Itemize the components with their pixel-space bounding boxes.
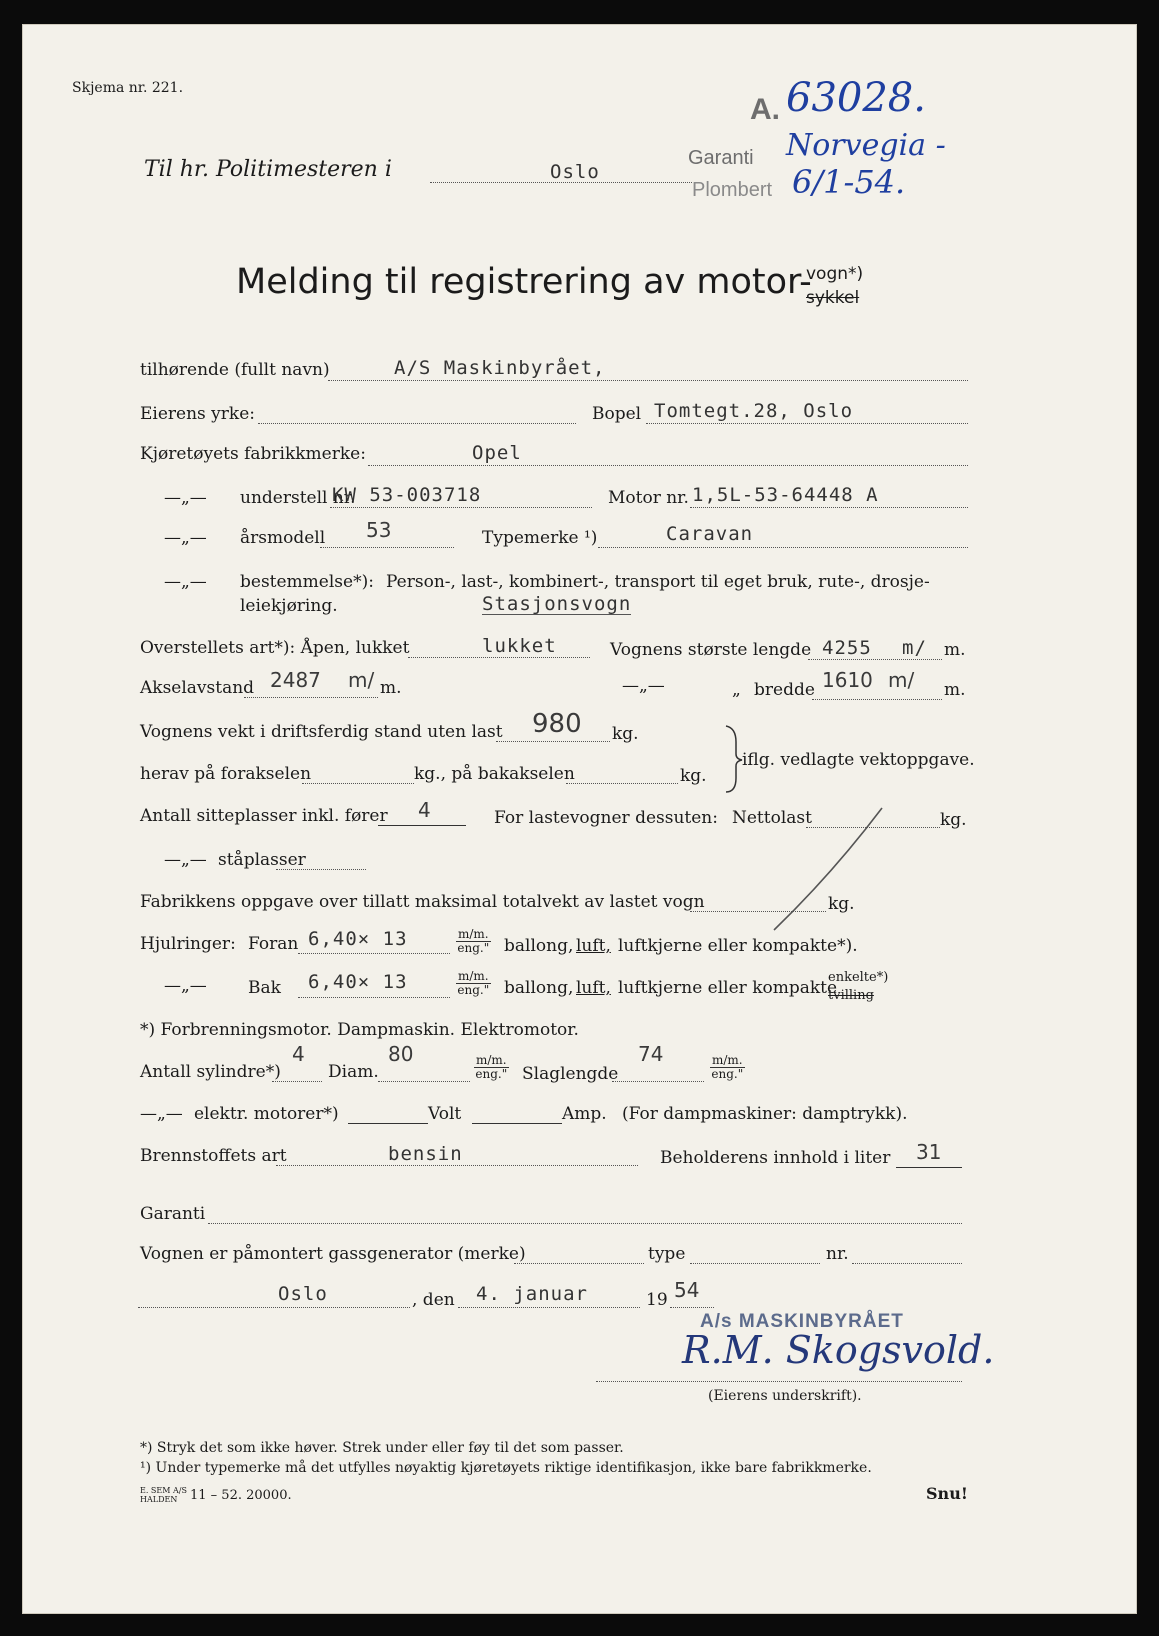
- tires-front-label: Foran: [248, 934, 299, 954]
- weight-note: iflg. vedlagte vektoppgave.: [742, 750, 975, 770]
- purpose-options: Person-, last-, kombinert-, transport til eget bruk, rute-, drosje-: [386, 572, 930, 592]
- model-year-line: [320, 547, 454, 548]
- title-option-sykkel: sykkel: [806, 288, 860, 308]
- signature-line: [596, 1381, 962, 1382]
- garanti-line: [208, 1223, 962, 1224]
- rear-axle-line: [566, 783, 678, 784]
- ditto-mark: —„—: [164, 528, 207, 548]
- elec-motor-label: elektr. motorer*): [194, 1104, 339, 1124]
- diam-label: Diam.: [328, 1062, 379, 1082]
- owner-name-label: tilhørende (fullt navn): [140, 360, 330, 380]
- volt-label: Volt: [428, 1104, 462, 1124]
- wheelbase-unit: m/: [348, 668, 375, 692]
- wheelbase-label: Akselavstand: [140, 678, 255, 698]
- wheelbase-line: [244, 697, 378, 698]
- type-value: Caravan: [666, 523, 754, 545]
- cargo-label: For lastevogner dessuten:: [494, 808, 718, 828]
- occupation-line: [258, 423, 576, 424]
- cylinders-label: Antall sylindre*): [140, 1062, 281, 1082]
- year-prefix: 19: [646, 1290, 668, 1310]
- date-value: 4. januar: [476, 1283, 588, 1305]
- tires-single: enkelte*): [828, 970, 889, 985]
- width-ditto: „: [732, 680, 741, 700]
- tank-line: [896, 1167, 962, 1168]
- tank-label: Beholderens innhold i liter: [660, 1148, 891, 1168]
- tires-rear-line: [298, 997, 450, 998]
- diam-line: [378, 1081, 470, 1082]
- signature-caption: (Eierens underskrift).: [708, 1388, 862, 1404]
- date-line: [458, 1307, 640, 1308]
- max-weight-label: Fabrikkens oppgave over tillatt maksimal totalvekt av lastet vogn: [140, 892, 705, 912]
- form-title: Melding til registrering av motor-: [236, 262, 812, 302]
- rear-axle-label: kg., på bakakselen: [414, 764, 575, 784]
- gas-generator-line: [514, 1263, 644, 1264]
- body-value: lukket: [482, 635, 557, 657]
- cylinders-line: [272, 1081, 322, 1082]
- length-label: Vognens største lengde: [610, 640, 812, 660]
- motor-label: Motor nr.: [608, 488, 689, 508]
- city-value: Oslo: [550, 161, 600, 183]
- volt-line: [472, 1123, 562, 1124]
- seats-value: 4: [418, 798, 431, 822]
- strike-through-mark: [762, 804, 892, 934]
- length-unit-end: m.: [944, 640, 966, 660]
- elec-motor-line: [348, 1123, 428, 1124]
- address-label: Bopel: [592, 404, 642, 424]
- model-year-label: årsmodell: [240, 528, 326, 548]
- form-number: Skjema nr. 221.: [72, 80, 184, 96]
- addressee-label: Til hr. Politimesteren i: [144, 157, 392, 182]
- width-line: [812, 699, 942, 700]
- model-year-value: 53: [366, 518, 392, 542]
- date-den-label: , den: [412, 1290, 455, 1310]
- length-unit: m/: [902, 637, 927, 659]
- garanti-label: Garanti: [140, 1204, 206, 1224]
- gas-generator-label: Vognen er påmontert gassgenerator (merke): [140, 1244, 526, 1264]
- occupation-label: Eierens yrke:: [140, 404, 255, 424]
- max-weight-unit: kg.: [828, 894, 855, 914]
- chassis-label: understell nr.: [240, 488, 356, 508]
- fuel-line: [276, 1165, 638, 1166]
- chassis-line: [330, 507, 592, 508]
- front-axle-label: herav på forakselen: [140, 764, 312, 784]
- ref-prefix: A.: [750, 93, 780, 126]
- fuel-value: bensin: [388, 1143, 463, 1165]
- company-stamp: A/s MASKINBYRÅET: [700, 1311, 904, 1332]
- tires-front-type-1: ballong,: [504, 936, 574, 956]
- address-line: [646, 423, 968, 424]
- front-axle-line: [302, 783, 414, 784]
- type-label: Typemerke ¹): [482, 528, 598, 548]
- width-value: 1610: [822, 668, 873, 692]
- tires-rear-label: Bak: [248, 978, 281, 998]
- wheelbase-value: 2487: [270, 668, 321, 692]
- standing-line: [276, 869, 366, 870]
- printer-city: HALDEN: [140, 1495, 178, 1504]
- diam-unit: m/m. eng.": [475, 1053, 508, 1081]
- gas-type-line: [690, 1263, 820, 1264]
- tank-value: 31: [916, 1140, 942, 1164]
- make-line: [368, 465, 968, 466]
- weight-line: [496, 741, 610, 742]
- stroke-value: 74: [638, 1042, 664, 1066]
- rear-axle-unit: kg.: [680, 766, 707, 786]
- length-line: [808, 659, 942, 660]
- printer-name: E. SEM A/S: [140, 1486, 187, 1495]
- turn-over-note: Snu!: [926, 1484, 968, 1503]
- weight-label: Vognens vekt i driftsferdig stand uten last: [140, 722, 503, 742]
- tires-rear-type-2: luftkjerne eller kompakte: [618, 978, 838, 998]
- footnote-2: ¹) Under typemerke må det utfylles nøyaktig kjøretøyets riktige identifikasjon, ikke bare fabrikkmerke.: [140, 1460, 872, 1476]
- make-value: Opel: [472, 442, 522, 464]
- address-value: Tomtegt.28, Oslo: [654, 400, 854, 422]
- motor-value: 1,5L-53-64448 A: [692, 484, 879, 506]
- ditto-mark: —„—: [140, 1104, 183, 1124]
- seats-line: [378, 825, 466, 826]
- place-value: Oslo: [278, 1283, 328, 1305]
- title-option-vogn: vogn*): [806, 264, 864, 284]
- stroke-label: Slaglengde: [522, 1064, 619, 1084]
- tires-front-line: [298, 953, 450, 954]
- netload-label: Nettolast: [732, 808, 812, 828]
- tires-rear-type-1: ballong,: [504, 978, 574, 998]
- stroke-unit: m/m. eng.": [711, 1053, 744, 1081]
- body-line: [408, 657, 590, 658]
- tires-rear-unit: m/m. eng.": [457, 969, 490, 997]
- purpose-options-cont: leiekjøring.: [240, 596, 338, 616]
- length-value: 4255: [822, 637, 872, 659]
- gas-type-label: type: [648, 1244, 686, 1264]
- fuel-label: Brennstoffets art: [140, 1146, 287, 1166]
- ditto-mark: —„—: [622, 676, 665, 696]
- garanti-stamp-value: Norvegia -: [786, 128, 946, 163]
- print-info: 11 – 52. 20000.: [190, 1488, 292, 1503]
- standing-label: ståplasser: [218, 850, 306, 870]
- tires-label: Hjulringer:: [140, 934, 236, 954]
- engine-types: *) Forbrenningsmotor. Dampmaskin. Elektromotor.: [140, 1020, 579, 1040]
- wheelbase-unit-end: m.: [380, 678, 402, 698]
- seats-label: Antall sitteplasser inkl. fører: [140, 806, 388, 826]
- owner-name-line: [328, 380, 968, 381]
- weight-value: 980: [532, 709, 582, 739]
- tires-rear-luft: luft,: [576, 978, 611, 998]
- ref-number: 63028.: [786, 75, 926, 121]
- amp-label: Amp.: [562, 1104, 607, 1124]
- steam-note: (For dampmaskiner: damptrykk).: [622, 1104, 908, 1124]
- form-sheet: [22, 24, 1137, 1614]
- purpose-value: Stasjonsvogn: [482, 593, 632, 615]
- weight-unit: kg.: [612, 724, 639, 744]
- plombert-stamp-value: 6/1-54.: [792, 163, 906, 201]
- tires-front-luft: luft,: [576, 936, 611, 956]
- year-line: [670, 1307, 714, 1308]
- owner-signature: R.M. Skogsvold.: [682, 1328, 995, 1372]
- chassis-value: KW 53-003718: [332, 484, 482, 506]
- plombert-stamp-label: Plombert: [692, 179, 773, 201]
- gas-nr-label: nr.: [826, 1244, 849, 1264]
- body-label: Overstellets art*): Åpen, lukket: [140, 638, 410, 658]
- width-label: bredde: [754, 680, 815, 700]
- tires-front-value: 6,40× 13: [308, 928, 408, 950]
- tires-front-type-2: luftkjerne eller kompakte*).: [618, 936, 858, 956]
- ditto-mark: —„—: [164, 488, 207, 508]
- gas-nr-line: [852, 1263, 962, 1264]
- type-line: [598, 547, 968, 548]
- width-unit-end: m.: [944, 680, 966, 700]
- place-line: [138, 1307, 410, 1308]
- ditto-mark: —„—: [164, 572, 207, 592]
- make-label: Kjøretøyets fabrikkmerke:: [140, 444, 366, 464]
- garanti-stamp-label: Garanti: [688, 147, 754, 169]
- motor-line: [690, 507, 968, 508]
- ditto-mark: —„—: [164, 976, 207, 996]
- footnote-1: *) Stryk det som ikke høver. Strek under eller føy til det som passer.: [140, 1440, 624, 1456]
- owner-name-value: A/S Maskinbyrået,: [394, 357, 606, 379]
- year-suffix: 54: [674, 1278, 700, 1302]
- tires-twin: tvilling: [828, 988, 874, 1003]
- netload-unit: kg.: [940, 810, 967, 830]
- ditto-mark: —„—: [164, 850, 207, 870]
- diam-value: 80: [388, 1042, 414, 1066]
- purpose-label: bestemmelse*):: [240, 572, 374, 592]
- width-unit: m/: [888, 668, 915, 692]
- stroke-line: [612, 1081, 704, 1082]
- cylinders-value: 4: [292, 1042, 305, 1066]
- tires-rear-value: 6,40× 13: [308, 971, 408, 993]
- tires-front-unit: m/m. eng.": [457, 927, 490, 955]
